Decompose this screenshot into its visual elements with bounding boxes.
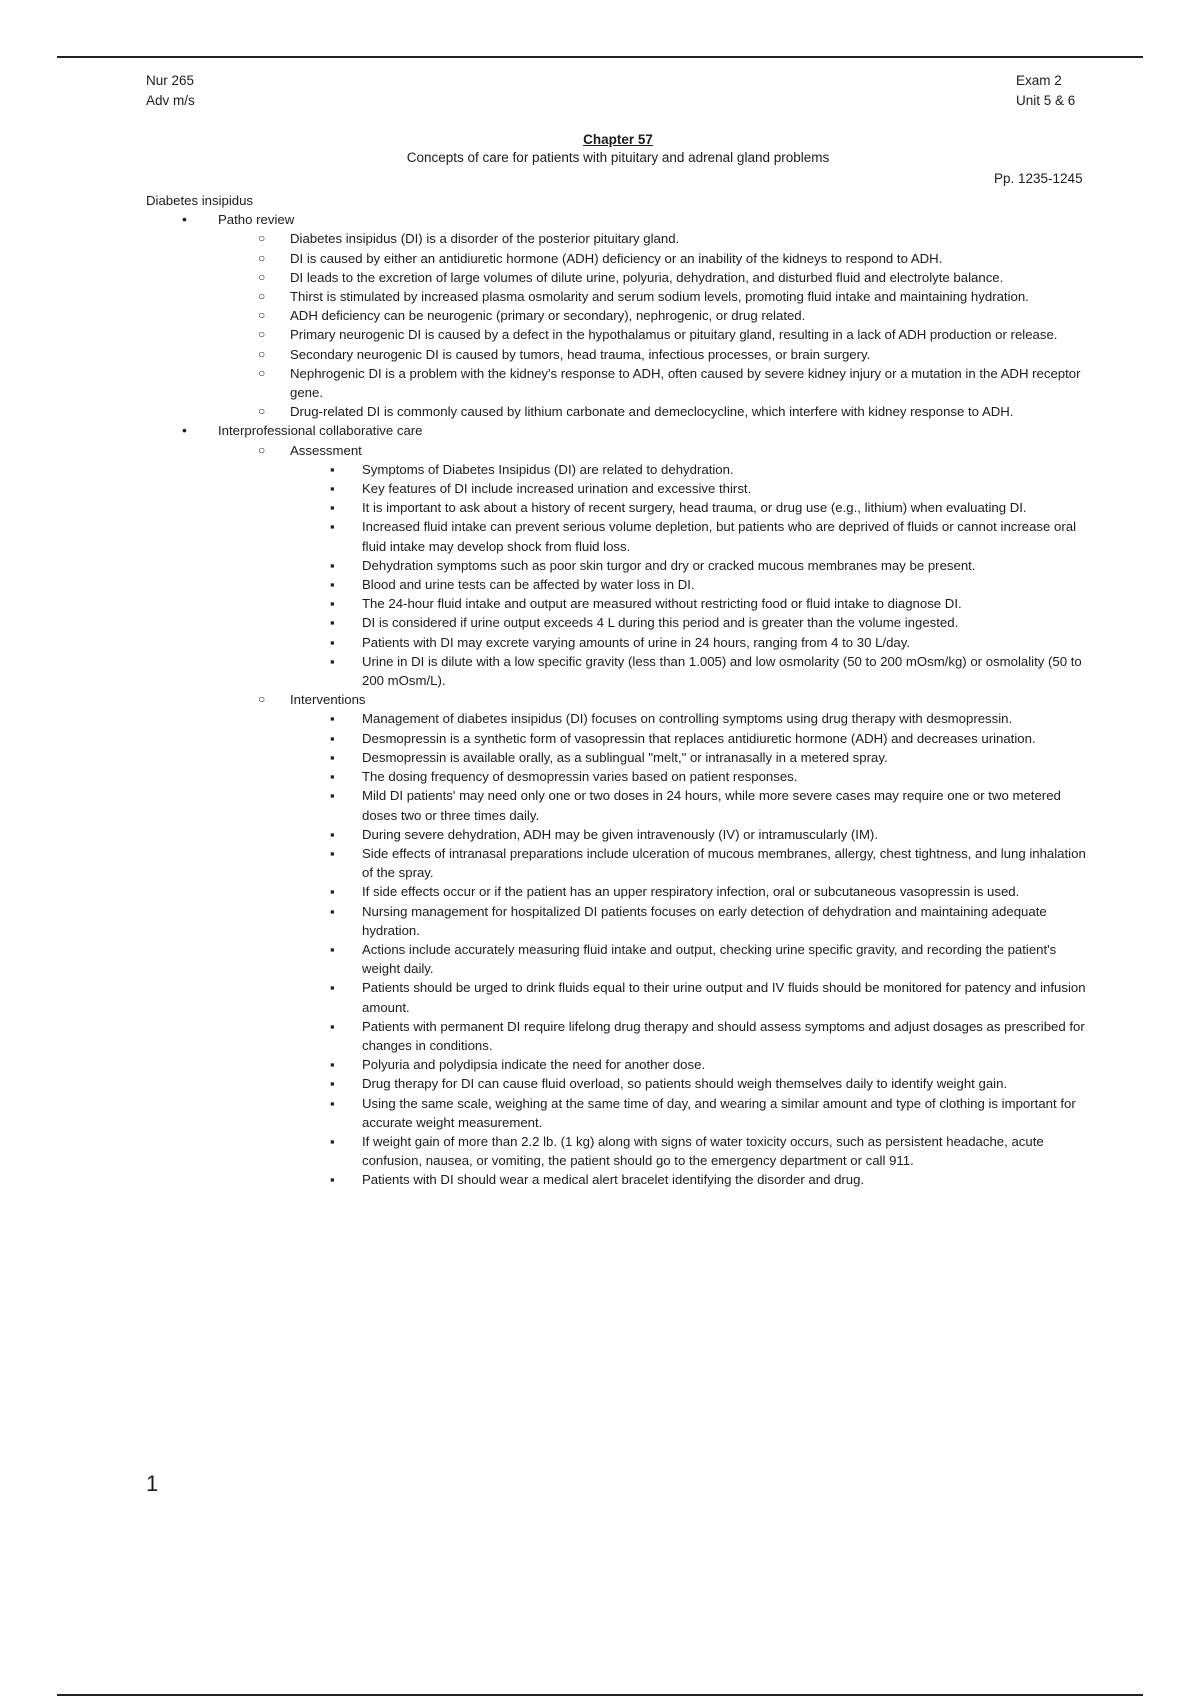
header-left	[146, 71, 195, 111]
list-item	[290, 556, 1096, 575]
list-item-text: Diabetes insipidus (DI) is a disorder of the posterior pituitary gland.	[290, 231, 680, 247]
header-right	[1016, 71, 1075, 111]
square-bullet-icon: ▪	[330, 634, 335, 650]
list-item	[290, 786, 1096, 824]
list-item-text: Key features of DI include increased urination and excessive thirst.	[362, 481, 752, 497]
square-bullet-icon: ▪	[330, 615, 335, 631]
list-item	[290, 613, 1096, 632]
list-item-text: Desmopressin is available orally, as a sublingual "melt," or intranasally in a metered spray.	[362, 749, 888, 765]
circle-bullet-icon: ○	[258, 231, 266, 246]
list-item-patho	[146, 210, 1096, 421]
list-item	[290, 1055, 1096, 1074]
list-item-text: Secondary neurogenic DI is caused by tumors, head trauma, infectious processes, or brain surgery.	[290, 346, 871, 362]
title-block	[0, 131, 1200, 167]
square-bullet-icon: ▪	[330, 1057, 335, 1073]
circle-bullet-icon: ○	[258, 308, 266, 323]
list-item	[218, 325, 1096, 344]
square-bullet-icon: ▪	[330, 980, 335, 996]
list-item	[290, 978, 1096, 1016]
circle-bullet-icon: ○	[258, 365, 266, 380]
list-item-text: Primary neurogenic DI is caused by a defect in the hypothalamus or pituitary gland, resulting in a lack of ADH production or release.	[290, 327, 1058, 343]
list-item	[218, 402, 1096, 421]
list-item-text: Using the same scale, weighing at the same time of day, and wearing a similar amount and type of clothing is important for accurate weight measurement.	[362, 1095, 1076, 1130]
list-item	[290, 1074, 1096, 1093]
list-item	[290, 709, 1096, 728]
list-item-text: If side effects occur or if the patient has an upper respiratory infection, oral or subcutaneous vasopressin is used.	[362, 884, 1020, 900]
list-item	[290, 517, 1096, 555]
square-bullet-icon: ▪	[330, 557, 335, 573]
section-title: Diabetes insipidus	[146, 193, 254, 208]
list-item-text: Nephrogenic DI is a problem with the kidney's response to ADH, often caused by severe kidney injury or a mutation in the ADH receptor gene.	[290, 365, 1081, 401]
list-item	[290, 882, 1096, 901]
interventions-heading: Interventions	[290, 692, 366, 708]
square-bullet-icon: ▪	[330, 749, 335, 765]
bullet-icon: •	[182, 422, 187, 439]
list-item-text: Patients with permanent DI require lifelong drug therapy and should assess symptoms and adjust dosages as prescribed for changes in conditions.	[362, 1018, 1085, 1053]
assessment-list	[290, 460, 1096, 690]
list-item	[290, 575, 1096, 594]
list-item	[290, 1132, 1096, 1170]
list-item	[290, 940, 1096, 978]
square-bullet-icon: ▪	[330, 461, 335, 477]
circle-bullet-icon: ○	[258, 346, 266, 361]
square-bullet-icon: ▪	[330, 577, 335, 593]
circle-bullet-icon: ○	[258, 692, 266, 707]
interprofessional-heading: Interprofessional collaborative care	[218, 423, 423, 439]
circle-bullet-icon: ○	[258, 289, 266, 304]
list-item-text: Dehydration symptoms such as poor skin turgor and dry or cracked mucous membranes may be present.	[362, 557, 976, 573]
circle-bullet-icon: ○	[258, 442, 266, 457]
unit-label: Unit 5 & 6	[1016, 93, 1076, 108]
list-item-text: Symptoms of Diabetes Insipidus (DI) are related to dehydration.	[362, 461, 734, 477]
list-item-text: Urine in DI is dilute with a low specific gravity (less than 1.005) and low osmolarity (50 to 200 mOsm/kg) or osmolality (50 to 200 mOsm/L).	[362, 653, 1082, 689]
list-item-text: Patients with DI may excrete varying amounts of urine in 24 hours, ranging from 4 to 30 L/day.	[362, 634, 911, 650]
list-item	[218, 268, 1096, 287]
circle-bullet-icon: ○	[258, 404, 266, 419]
list-item	[290, 729, 1096, 748]
list-item-text: DI leads to the excretion of large volumes of dilute urine, polyuria, dehydration, and disturbed fluid and electrolyte balance.	[290, 269, 1004, 285]
list-item	[218, 229, 1096, 248]
list-item	[290, 825, 1096, 844]
list-item-text: It is important to ask about a history of recent surgery, head trauma, or drug use (e.g., lithium) when evaluating DI.	[362, 500, 1027, 516]
list-item	[290, 460, 1096, 479]
bullet-icon: •	[182, 211, 187, 228]
list-item	[290, 633, 1096, 652]
list-item-text: Nursing management for hospitalized DI patients focuses on early detection of dehydration and maintaining adequate hydration.	[362, 903, 1047, 938]
square-bullet-icon: ▪	[330, 826, 335, 842]
page-number: 1	[146, 1471, 159, 1496]
list-item-text: If weight gain of more than 2.2 lb. (1 kg) along with signs of water toxicity occurs, such as persistent headache, acute confusion, nausea, or vomiting, the patient should go to the emergency department or call 911.	[362, 1133, 1044, 1169]
top-rule	[57, 56, 1143, 58]
bottom-rule	[57, 1694, 1143, 1696]
list-item-text: Patients with DI should wear a medical alert bracelet identifying the disorder and drug.	[362, 1172, 865, 1188]
list-item-text: Side effects of intranasal preparations include ulceration of mucous membranes, allergy, chest tightness, and lung inhalation of the spray.	[362, 845, 1086, 881]
list-item	[290, 767, 1096, 786]
square-bullet-icon: ▪	[330, 653, 335, 669]
list-item	[218, 249, 1096, 268]
list-item-text: The dosing frequency of desmopressin varies based on patient responses.	[362, 769, 798, 785]
list-item	[218, 364, 1096, 402]
list-item-text: Drug therapy for DI can cause fluid overload, so patients should weigh themselves daily to identify weight gain.	[362, 1076, 1008, 1092]
square-bullet-icon: ▪	[330, 1172, 335, 1188]
square-bullet-icon: ▪	[330, 788, 335, 804]
circle-bullet-icon: ○	[258, 250, 266, 265]
assessment-heading: Assessment	[290, 442, 362, 458]
list-item	[290, 1094, 1096, 1132]
list-item	[290, 902, 1096, 940]
interventions-list	[290, 709, 1096, 1189]
list-item-text: Polyuria and polydipsia indicate the need for another dose.	[362, 1057, 706, 1073]
list-item-text: Mild DI patients' may need only one or two doses in 24 hours, while more severe cases may require one or two metered doses two or three times daily.	[362, 788, 1061, 823]
list-item	[290, 479, 1096, 498]
square-bullet-icon: ▪	[330, 1018, 335, 1034]
list-item	[290, 1170, 1096, 1189]
square-bullet-icon: ▪	[330, 903, 335, 919]
list-item	[218, 345, 1096, 364]
square-bullet-icon: ▪	[330, 519, 335, 535]
list-item-text: ADH deficiency can be neurogenic (primary or secondary), nephrogenic, or drug related.	[290, 308, 806, 324]
list-item-text: Increased fluid intake can prevent serious volume depletion, but patients who are deprived of fluids or cannot increase oral fluid intake may develop shock from fluid loss.	[362, 519, 1077, 554]
patho-heading: Patho review	[218, 212, 295, 228]
course-code: Nur 265	[146, 73, 195, 88]
circle-bullet-icon: ○	[258, 269, 266, 284]
list-item-interventions	[218, 690, 1096, 1189]
circle-bullet-icon: ○	[258, 327, 266, 342]
list-item-text: Actions include accurately measuring fluid intake and output, checking urine specific gravity, and recording the patient's weight daily.	[362, 941, 1057, 977]
list-item-interprofessional	[146, 421, 1096, 1189]
chapter-subtitle: Concepts of care for patients with pituitary and adrenal gland problems	[406, 150, 830, 165]
list-item-text: Blood and urine tests can be affected by water loss in DI.	[362, 577, 695, 593]
list-item	[290, 844, 1096, 882]
list-item	[290, 594, 1096, 613]
list-item-text: Patients should be urged to drink fluids equal to their urine output and IV fluids should be monitored for patency and infusion amount.	[362, 980, 1086, 1015]
patho-list	[218, 229, 1096, 421]
top-level-list	[146, 210, 1096, 1189]
list-item	[218, 287, 1096, 306]
list-item-text: DI is caused by either an antidiuretic hormone (ADH) deficiency or an inability of the kidneys to respond to ADH.	[290, 250, 943, 266]
list-item	[218, 306, 1096, 325]
list-item-text: Thirst is stimulated by increased plasma osmolarity and serum sodium levels, promoting fluid intake and maintaining hydration.	[290, 289, 1029, 305]
list-item-text: Drug-related DI is commonly caused by lithium carbonate and demeclocycline, which interfere with kidney response to ADH.	[290, 404, 1014, 420]
exam-label: Exam 2	[1016, 73, 1062, 88]
square-bullet-icon: ▪	[330, 730, 335, 746]
list-item-assessment	[218, 441, 1096, 691]
square-bullet-icon: ▪	[330, 884, 335, 900]
list-item-text: The 24-hour fluid intake and output are measured without restricting food or fluid intake to diagnose DI.	[362, 596, 962, 612]
list-item-text: DI is considered if urine output exceeds 4 L during this period and is greater than the volume ingested.	[362, 615, 959, 631]
square-bullet-icon: ▪	[330, 1133, 335, 1149]
square-bullet-icon: ▪	[330, 500, 335, 516]
document-body	[146, 191, 1096, 1190]
square-bullet-icon: ▪	[330, 769, 335, 785]
square-bullet-icon: ▪	[330, 481, 335, 497]
list-item	[290, 652, 1096, 690]
course-name: Adv m/s	[146, 93, 195, 108]
list-item	[290, 1017, 1096, 1055]
square-bullet-icon: ▪	[330, 1076, 335, 1092]
list-item	[290, 498, 1096, 517]
care-list	[218, 441, 1096, 1190]
list-item-text: During severe dehydration, ADH may be given intravenously (IV) or intramuscularly (IM).	[362, 826, 878, 842]
square-bullet-icon: ▪	[330, 711, 335, 727]
page-range: Pp. 1235-1245	[994, 171, 1083, 186]
list-item	[290, 748, 1096, 767]
square-bullet-icon: ▪	[330, 596, 335, 612]
chapter-title: Chapter 57	[583, 132, 653, 147]
list-item-text: Desmopressin is a synthetic form of vasopressin that replaces antidiuretic hormone (ADH) and decreases urination.	[362, 730, 1036, 746]
square-bullet-icon: ▪	[330, 845, 335, 861]
square-bullet-icon: ▪	[330, 941, 335, 957]
square-bullet-icon: ▪	[330, 1095, 335, 1111]
list-item-text: Management of diabetes insipidus (DI) focuses on controlling symptoms using drug therapy with desmopressin.	[362, 711, 1013, 727]
